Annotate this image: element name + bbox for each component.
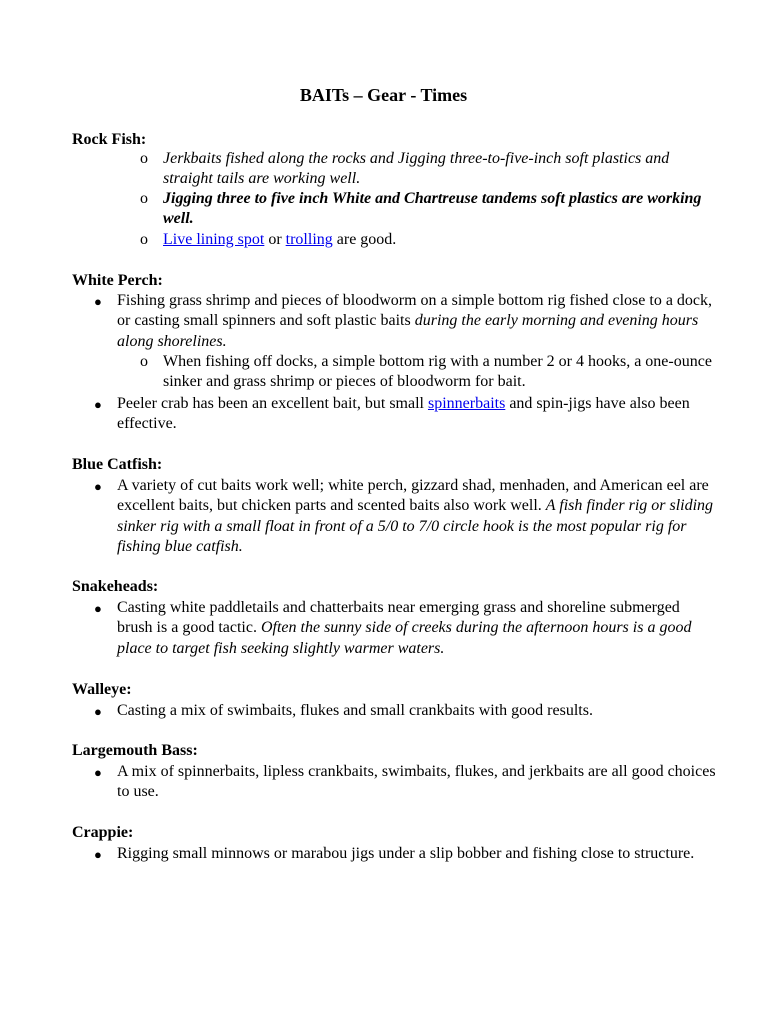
section-heading-blue-catfish: Blue Catfish: — [72, 456, 163, 473]
section-heading-rock-fish: Rock Fish: — [72, 131, 147, 148]
circle-bullet-icon: o — [140, 150, 148, 167]
list-item: Rigging small minnows or marabou jigs under a slip bobber and fishing close to structure. — [117, 845, 695, 862]
list-item: When fishing off docks, a simple bottom rig with a number 2 or 4 hooks, a one-ounce sinker and grass shrimp or pieces of bloodworm for bait. — [163, 353, 712, 391]
list-item-text: Fishing grass shrimp and pieces of bloodworm on a simple bottom rig fished close to a dock, or casting small spinners and soft plastic baits — [117, 292, 713, 330]
bullet-icon: ● — [94, 601, 102, 616]
section-heading-walleye: Walleye: — [72, 681, 132, 698]
list-item-text-italic: Often the sunny side of creeks during the afternoon hours is a good place to target fish seeking slightly warmer waters. — [117, 619, 692, 657]
list-item — [117, 394, 717, 435]
circle-bullet-icon: o — [140, 353, 148, 370]
list-item-text-italic: A fish finder rig or sliding sinker rig with a small float in front of a 5/0 to 7/0 circle hook is the most popular rig for fishing blue catfish. — [117, 497, 714, 555]
list-item — [163, 230, 718, 250]
spinnerbaits-link[interactable]: spinnerbaits — [427, 395, 506, 412]
list-item — [117, 291, 717, 352]
page-title: BAITs – Gear - Times — [299, 85, 468, 105]
circle-bullet-icon: o — [140, 190, 148, 207]
list-item-text: and spin-jigs have also been effective. — [117, 395, 690, 433]
list-item: Jerkbaits fished along the rocks and Jigging three-to-five-inch soft plastics and straight tails are working well. — [163, 150, 670, 188]
list-item-text: Casting white paddletails and chatterbaits near emerging grass and shoreline submerged brush is a good tactic. — [117, 599, 680, 637]
bullet-icon: ● — [94, 479, 102, 494]
bullet-icon: ● — [94, 294, 102, 309]
circle-bullet-icon: o — [140, 231, 148, 248]
list-item-text: Peeler crab has been an excellent bait, but small — [117, 395, 428, 412]
list-item-text-italic: during the early morning and evening hours along shorelines. — [117, 312, 699, 350]
list-item — [117, 476, 717, 557]
list-item-text: are good. — [332, 231, 397, 248]
bullet-icon: ● — [94, 847, 102, 862]
list-item: Jigging three to five inch White and Chartreuse tandems soft plastics are working well. — [163, 190, 702, 228]
section-heading-snakeheads: Snakeheads: — [72, 578, 159, 595]
list-item-text: A variety of cut baits work well; white perch, gizzard shad, menhaden, and American eel are excellent baits, but chicken parts and scented baits also work well. — [117, 477, 709, 515]
section-heading-largemouth-bass: Largemouth Bass: — [72, 742, 198, 759]
bullet-icon: ● — [94, 765, 102, 780]
trolling-link[interactable]: trolling — [285, 231, 333, 248]
bullet-icon: ● — [94, 704, 102, 719]
list-item — [117, 598, 717, 659]
list-item: Casting a mix of swimbaits, flukes and small crankbaits with good results. — [117, 702, 593, 719]
list-item: A mix of spinnerbaits, lipless crankbaits, swimbaits, flukes, and jerkbaits are all good choices to use. — [117, 763, 716, 801]
section-heading-crappie: Crappie: — [72, 824, 134, 841]
list-item-text: or — [264, 231, 286, 248]
live-lining-spot-link[interactable]: Live lining spot — [163, 231, 265, 248]
bullet-icon: ● — [94, 397, 102, 412]
section-heading-white-perch: White Perch: — [72, 272, 163, 289]
